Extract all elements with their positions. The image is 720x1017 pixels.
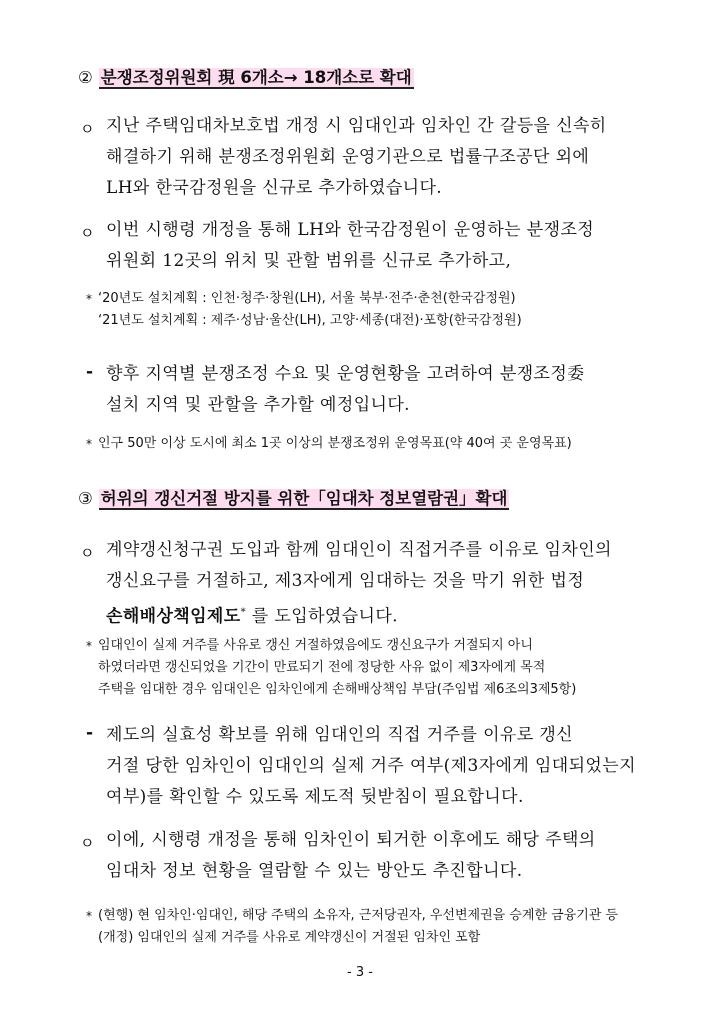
bullet-mark: ㅇ bbox=[80, 224, 95, 242]
text-line: 해결하기 위해 분쟁조정위원회 운영기관으로 법률구조공단 외에 bbox=[106, 147, 590, 167]
text-line: 임대차 정보 현황을 열람할 수 있는 방안도 추진합니다. bbox=[106, 861, 523, 881]
note-line: (현행) 현 임차인·임대인, 해당 주택의 소유자, 근저당권자, 우선변제권을 승계한 금융기관 등 bbox=[98, 908, 619, 923]
section-number: ② bbox=[78, 68, 93, 87]
bullet-mark: ㅇ bbox=[80, 544, 95, 562]
paragraph bbox=[106, 535, 612, 633]
section-title: 허위의 갱신거절 방지를 위한「임대차 정보열람권」확대 bbox=[100, 489, 508, 508]
text-line: 갱신요구를 거절하고, 제3자에게 임대하는 것을 막기 위한 법정 bbox=[106, 571, 585, 591]
note-line: 임대인이 실제 거주를 사유로 갱신 거절하였음에도 갱신요구가 거절되지 아니 bbox=[98, 638, 533, 653]
dash-mark: - bbox=[86, 723, 94, 743]
bullet-mark: ㅇ bbox=[80, 120, 95, 138]
text-line: LH와 한국감정원을 신규로 추가하였습니다. bbox=[106, 178, 443, 198]
text-line: 향후 지역별 분쟁조정 수요 및 운영현황을 고려하여 분쟁조정委 bbox=[106, 364, 585, 384]
paragraph bbox=[106, 111, 607, 204]
text-line: 계약갱신청구권 도입과 함께 임대인이 직접거주를 이유로 임차인의 bbox=[106, 540, 612, 560]
section-3-heading bbox=[78, 488, 509, 510]
paragraph bbox=[106, 720, 636, 813]
paragraph bbox=[106, 215, 594, 277]
note-line: ‘21년도 설치계획 : 제주·성남·울산(LH), 고양·세종(대전)·포항(한국감정원) bbox=[98, 313, 522, 328]
note-line: (개정) 임대인의 실제 거주를 사유로 계약갱신이 거절된 임차인 포함 bbox=[98, 930, 481, 945]
text-line: 지난 주택임대차보호법 개정 시 임대인과 임차인 간 갈등을 신속히 bbox=[106, 116, 607, 136]
text-line: 이에, 시행령 개정을 통해 임차인이 퇴거한 이후에도 해당 주택의 bbox=[106, 830, 596, 850]
text-fragment: 를 도입하였습니다. bbox=[251, 606, 398, 627]
footnote-star: * bbox=[86, 292, 92, 306]
footnote-star: * bbox=[86, 909, 92, 923]
text-line: 설치 지역 및 관할을 추가할 예정입니다. bbox=[106, 395, 410, 415]
footnote bbox=[98, 288, 522, 332]
text-line: 이번 시행령 개정을 통해 LH와 한국감정원이 운영하는 분쟁조정 bbox=[106, 220, 595, 240]
paragraph bbox=[106, 825, 596, 887]
footnote-star: * bbox=[86, 437, 92, 451]
note-line: ‘20년도 설치계획 : 인천·청주·창원(LH), 서울 북부·전주·춘천(한국감정원) bbox=[98, 291, 516, 306]
dash-mark: - bbox=[86, 362, 94, 382]
text-line: 제도의 실효성 확보를 위해 임대인의 직접 거주를 이유로 갱신 bbox=[106, 725, 573, 745]
bold-term: 손해배상책임제도 bbox=[106, 606, 241, 627]
text-line bbox=[106, 597, 612, 633]
footnote-ref: * bbox=[240, 607, 246, 618]
paragraph bbox=[106, 359, 585, 421]
footnote-star: * bbox=[86, 639, 92, 653]
text-line: 위원회 12곳의 위치 및 관할 범위를 신규로 추가하고, bbox=[106, 251, 512, 271]
text-line: 거절 당한 임차인이 임대인의 실제 거주 여부(제3자에게 임대되었는지 bbox=[106, 756, 636, 776]
text-line: 여부)를 확인할 수 있도록 제도적 뒷받침이 필요합니다. bbox=[106, 787, 524, 807]
section-number: ③ bbox=[78, 489, 93, 508]
bullet-mark: ㅇ bbox=[80, 834, 95, 852]
footnote bbox=[98, 905, 618, 949]
footnote bbox=[98, 433, 572, 455]
section-title: 분쟁조정위원회 現 6개소→ 18개소로 확대 bbox=[100, 68, 412, 87]
footnote bbox=[98, 635, 576, 701]
page-number: - 3 - bbox=[347, 965, 373, 980]
note-line: 인구 50만 이상 도시에 최소 1곳 이상의 분쟁조정위 운영목표(약 40여 곳 운영목표) bbox=[98, 436, 572, 451]
note-line: 하였더라면 갱신되었을 기간이 만료되기 전에 정당한 사유 없이 제3자에게 목적 bbox=[98, 660, 546, 675]
section-2-heading bbox=[78, 67, 414, 89]
note-line: 주택을 임대한 경우 임대인은 임차인에게 손해배상책임 부담(주임법 제6조의3제5항) bbox=[98, 682, 577, 697]
